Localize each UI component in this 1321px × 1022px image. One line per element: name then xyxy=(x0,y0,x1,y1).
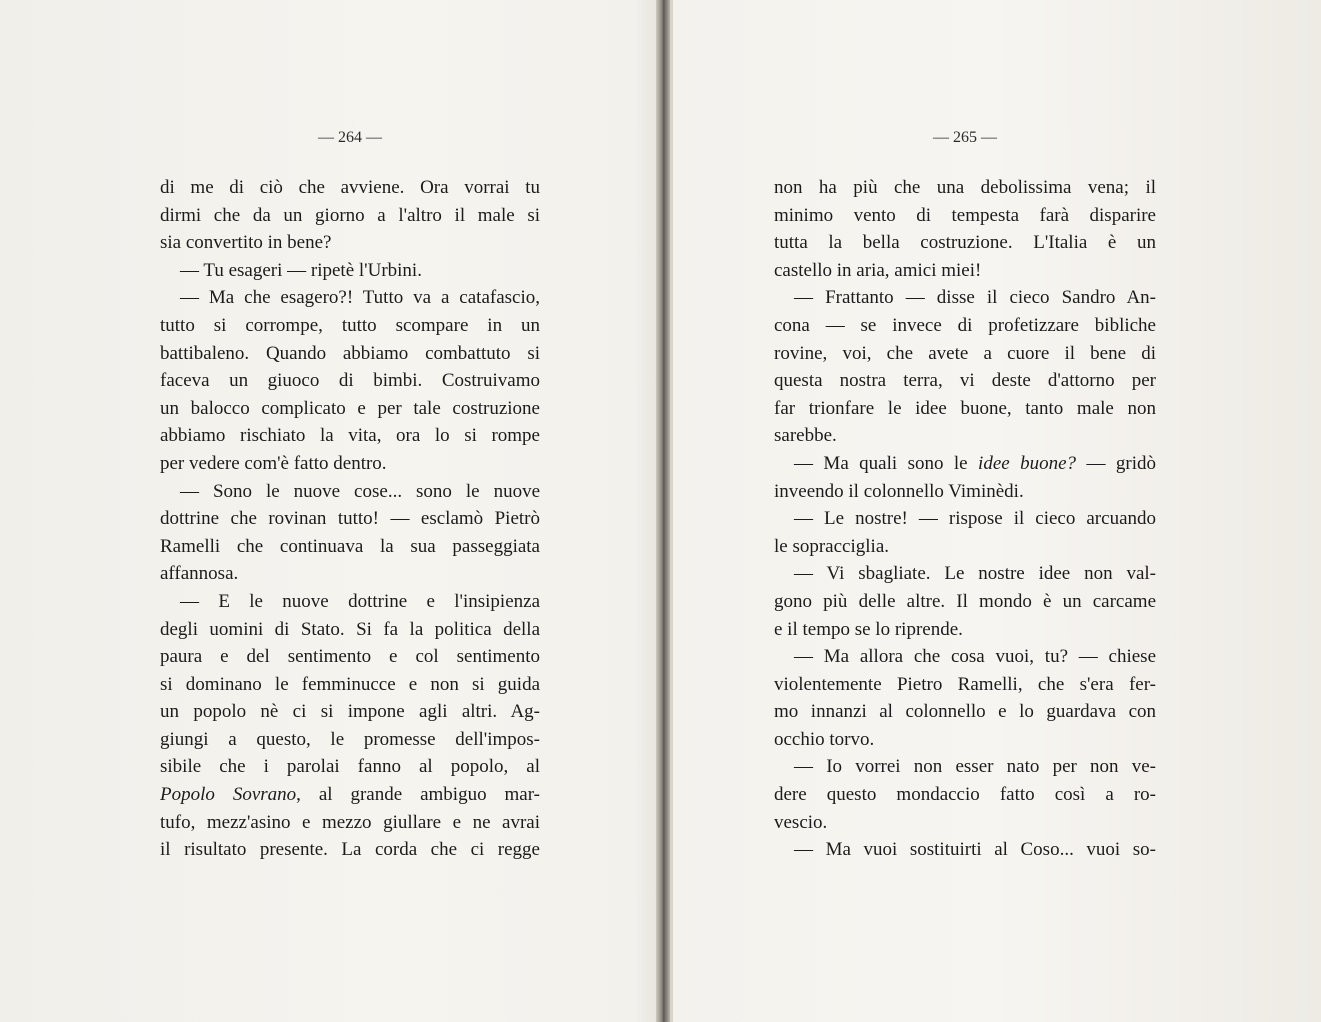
text-line: gono più delle altre. Il mondo è un carcame xyxy=(774,590,1156,612)
gutter-edge xyxy=(670,0,673,1022)
left-page xyxy=(160,128,540,864)
text-line: far trionfare le idee buone, tanto male non xyxy=(774,397,1156,419)
text-line: degli uomini di Stato. Si fa la politica della xyxy=(160,618,540,640)
text-line: tutto si corrompe, tutto scompare in un xyxy=(160,314,540,336)
text-line: sia convertito in bene? xyxy=(160,232,332,254)
text-line: le sopracciglia. xyxy=(774,535,890,557)
text-line: faceva un giuoco di bimbi. Costruivamo xyxy=(160,370,540,392)
text-line: dirmi che da un giorno a l'altro il male si xyxy=(160,204,540,226)
text-line: — Io vorrei non esser nato per non ve- xyxy=(794,756,1156,778)
text-line: violentemente Pietro Ramelli, che s'era fer- xyxy=(774,673,1156,695)
text-line: sibile che i parolai fanno al popolo, al xyxy=(160,756,540,778)
text-line: battibaleno. Quando abbiamo combattuto si xyxy=(160,342,540,364)
text-line: tufo, mezz'asino e mezzo giullare e ne avrai xyxy=(160,811,540,833)
text-line: Popolo Sovrano, al grande ambiguo mar- xyxy=(160,784,540,806)
text-line: un popolo nè ci si impone agli altri. Ag- xyxy=(160,701,540,723)
text-line: paura e del sentimento e col sentimento xyxy=(160,646,540,668)
text-line: sarebbe. xyxy=(774,425,837,447)
text-line: un balocco complicato e per tale costruzione xyxy=(160,397,540,419)
text-line: dere questo mondaccio fatto così a ro- xyxy=(774,784,1156,806)
book-gutter xyxy=(656,0,670,1022)
text-line: occhio torvo. xyxy=(774,728,875,750)
text-line: — Sono le nuove cose... sono le nuove xyxy=(180,480,540,502)
text-line: cona — se invece di profetizzare bibliche xyxy=(774,314,1156,336)
text-line: dottrine che rovinan tutto! — esclamò Pietrò xyxy=(160,508,540,530)
text-line: — Tu esageri — ripetè l'Urbini. xyxy=(180,259,422,281)
text-line: e il tempo se lo riprende. xyxy=(774,618,963,640)
page-number-left: — 264 — xyxy=(318,129,382,146)
text-line: giungi a questo, le promesse dell'impos- xyxy=(160,728,540,750)
text-line: — Ma quali sono le idee buone? — gridò xyxy=(794,452,1156,474)
text-line: — Frattanto — disse il cieco Sandro An- xyxy=(794,287,1156,309)
right-page xyxy=(774,128,1156,864)
text-line: minimo vento di tempesta farà disparire xyxy=(774,204,1156,226)
text-line: affannosa. xyxy=(160,563,239,585)
text-line: abbiamo rischiato la vita, ora lo si rompe xyxy=(160,425,540,447)
text-line: — Le nostre! — rispose il cieco arcuando xyxy=(794,508,1156,530)
text-line: mo innanzi al colonnello e lo guardava con xyxy=(774,701,1156,723)
text-line: tutta la bella costruzione. L'Italia è un xyxy=(774,232,1156,254)
text-line: — Ma che esagero?! Tutto va a catafascio, xyxy=(180,287,540,309)
text-line: non ha più che una debolissima vena; il xyxy=(774,177,1156,198)
text-line: questa nostra terra, vi deste d'attorno per xyxy=(774,370,1156,392)
text-line: — Ma allora che cosa vuoi, tu? — chiese xyxy=(794,646,1156,668)
text-line: per vedere com'è fatto dentro. xyxy=(160,452,387,474)
text-line: vescio. xyxy=(774,811,828,833)
text-line: Ramelli che continuava la sua passeggiata xyxy=(160,535,540,557)
text-line: di me di ciò che avviene. Ora vorrai tu xyxy=(160,177,540,198)
text-line: castello in aria, amici miei! xyxy=(774,259,982,281)
text-line: — Ma vuoi sostituirti al Coso... vuoi so- xyxy=(794,839,1156,861)
text-line: il risultato presente. La corda che ci regge xyxy=(160,839,540,861)
text-line: inveendo il colonnello Viminèdi. xyxy=(774,480,1024,502)
page-number-right: — 265 — xyxy=(933,129,997,146)
text-line: — Vi sbagliate. Le nostre idee non val- xyxy=(794,563,1156,585)
text-line: rovine, voi, che avete a cuore il bene di xyxy=(774,342,1156,364)
text-line: — E le nuove dottrine e l'insipienza xyxy=(180,590,540,612)
text-line: si dominano le femminucce e non si guida xyxy=(160,673,540,695)
